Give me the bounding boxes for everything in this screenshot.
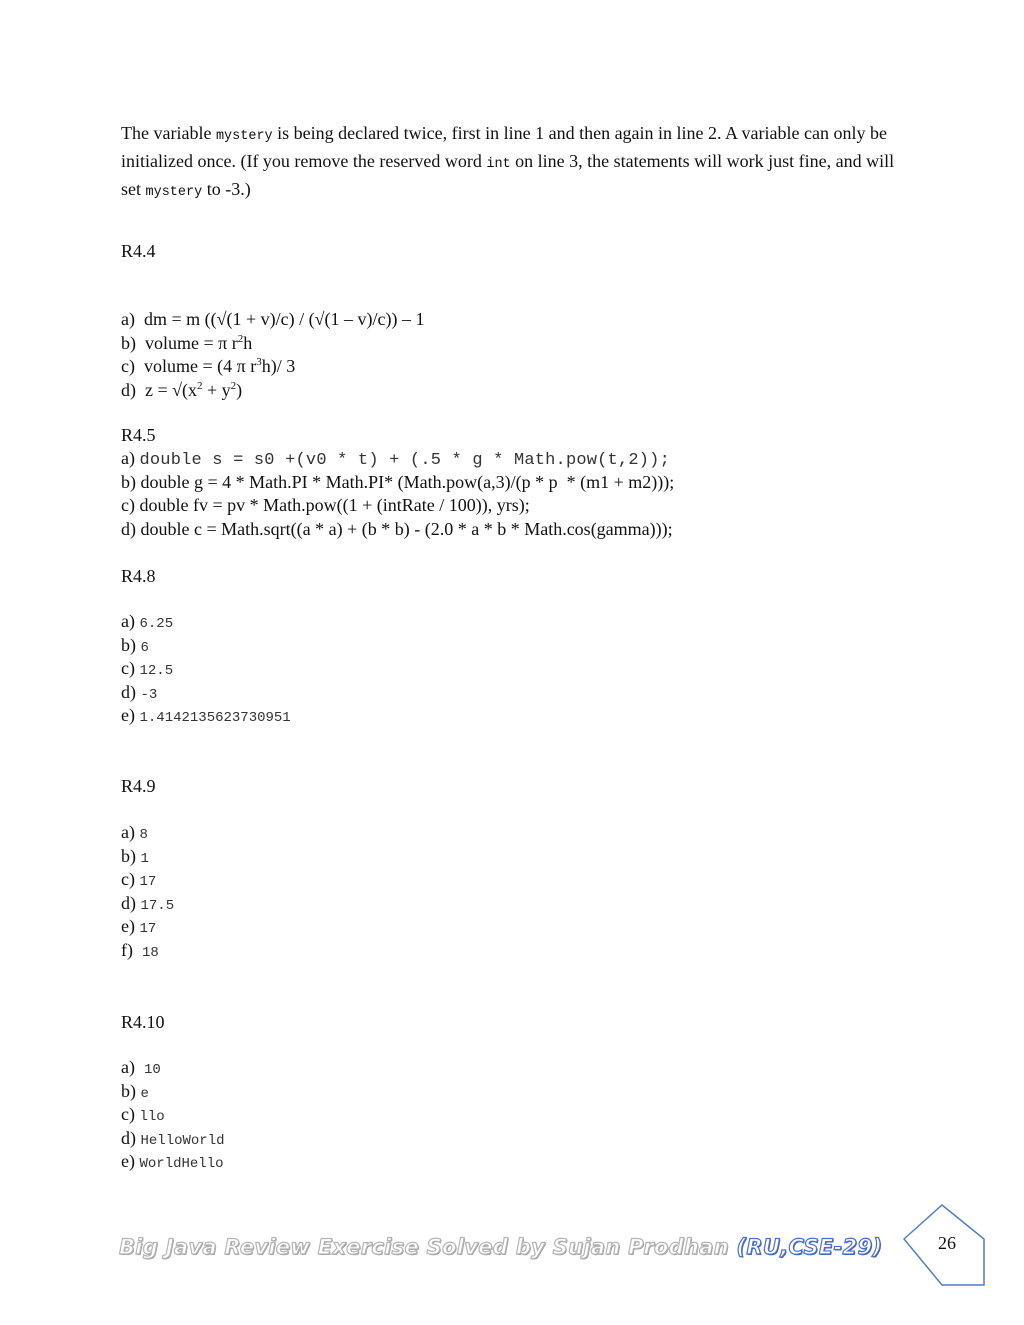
list-item: e) 17	[121, 916, 157, 937]
list-item: b) 6	[121, 634, 149, 656]
intro-text-3: on line 3, the statements will work just fine, and will set	[121, 151, 895, 199]
r4-4-d: d) $z = √(x^2 + y^2)$	[121, 379, 243, 400]
r4-5-answers	[121, 447, 674, 541]
list-item: e) WorldHello	[121, 1151, 224, 1172]
intro-code-mystery: mystery	[215, 129, 273, 144]
list-item: c) llo	[121, 1104, 165, 1125]
r4-4-c: c) volume = (4 π $r^3h)/$ 3	[121, 356, 296, 376]
heading-r4-5: R4.5	[121, 425, 156, 445]
list-item: d) HelloWorld	[121, 1127, 225, 1149]
list-item: a) 10	[121, 1057, 161, 1078]
list-item: f) 18	[121, 939, 159, 961]
list-item: a) 8	[121, 822, 148, 843]
intro-code-mystery-2: mystery	[145, 185, 203, 200]
r4-4-b: b) volume = π $r^2h$	[121, 332, 253, 353]
intro-text-4: to -3.)	[202, 179, 251, 199]
footer-credit: Big Java Review Exercise Solved by Sujan Prodhan (RU,CSE-29)	[119, 1235, 883, 1259]
list-item: c) 12.5	[121, 658, 174, 679]
heading-r4-4: R4.4	[121, 241, 156, 261]
r4-8-answers	[121, 610, 291, 728]
list-item: e) 1.4142135623730951	[121, 705, 291, 726]
intro-code-int: int	[486, 157, 511, 172]
list-item: d) -3	[121, 681, 158, 703]
heading-r4-8: R4.8	[121, 566, 156, 586]
r4-5-d: d) double c = Math.sqrt((a * a) + (b * b) - (2.0 * a * b * Math.cos(gamma)));	[121, 518, 673, 539]
intro-paragraph	[121, 121, 911, 205]
r4-4-a: a) dm = m ((√(1 + v)/c) / (√(1 – v)/c)) – 1	[121, 309, 425, 329]
intro-text-1: The variable	[121, 123, 216, 143]
heading-r4-9: R4.9	[121, 776, 156, 796]
list-item: b) e	[121, 1080, 149, 1102]
r4-5-b: b) double g = 4 * Math.PI * Math.PI* (Math.pow(a,3)/(p * p * (m1 + m2)));	[121, 471, 675, 492]
r4-10-answers	[121, 1056, 225, 1174]
r4-5-c: c) double fv = pv * Math.pow((1 + (intRate / 100)), yrs);	[121, 495, 530, 515]
heading-r4-10: R4.10	[121, 1012, 165, 1032]
r4-4-answers	[121, 308, 424, 402]
r4-9-answers	[121, 821, 174, 962]
page-number: 26	[938, 1233, 956, 1253]
list-item: d) 17.5	[121, 892, 175, 914]
r4-5-a: a) double s = s0 +(v0 * t) + (.5 * g * Math.pow(t,2));	[121, 448, 670, 470]
list-item: a) 6.25	[121, 611, 174, 632]
intro-text-2: is being declared twice, first in line 1 and then again in line 2. A variable can only be initialized once. (If you remove the reserved word	[121, 123, 887, 171]
list-item: c) 17	[121, 869, 157, 890]
list-item: b) 1	[121, 845, 149, 867]
